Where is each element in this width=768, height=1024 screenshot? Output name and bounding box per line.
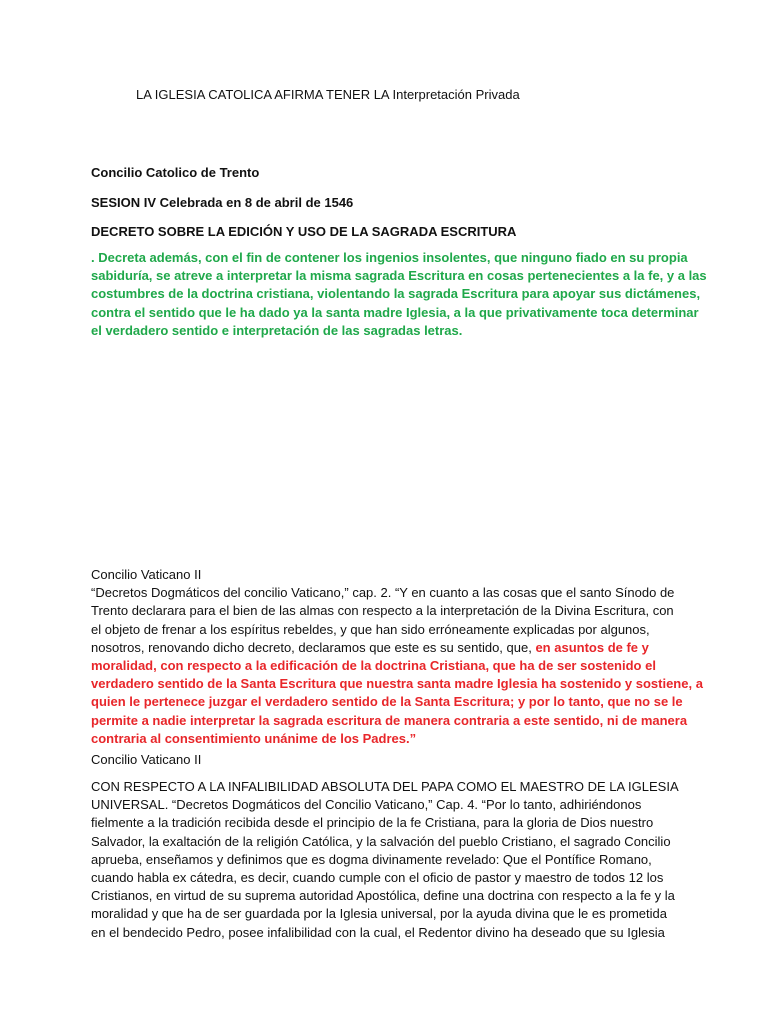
- paragraph-line: costumbres de la doctrina cristiana, violentando la sagrada Escritura para apoyar sus dictámenes,: [91, 286, 701, 302]
- paragraph-line: “Decretos Dogmáticos del concilio Vaticano,” cap. 2. “Y en cuanto a las cosas que el santo Sínodo de: [91, 585, 675, 601]
- paragraph-line: . Decreta además, con el fin de contener los ingenios insolentes, que ninguno fiado en su propia: [91, 250, 688, 265]
- paragraph-line: en el bendecido Pedro, posee infalibilidad con la cual, el Redentor divino ha deseado que su Iglesia: [91, 924, 665, 940]
- paragraph-line: aprueba, enseñamos y definimos que es dogma divinamente revelado: Que el Pontífice Romano,: [91, 851, 652, 867]
- highlighted-line: verdadero sentido de la Santa Escritura que nuestra santa madre Iglesia ha sostenido y sostiene, a: [91, 676, 703, 692]
- trento-council-heading: Concilio Catolico de Trento: [91, 165, 260, 180]
- trento-decree-paragraph: [91, 249, 707, 340]
- paragraph-line: CON RESPECTO A LA INFALIBILIDAD ABSOLUTA DEL PAPA COMO EL MAESTRO DE LA IGLESIA: [91, 779, 679, 794]
- paragraph-line: cuando habla ex cátedra, es decir, cuando cumple con el oficio de pastor y maestro de todos 12 los: [91, 870, 664, 886]
- paragraph-line: Salvador, la exaltación de la religión Católica, y la salvación del pueblo Cristiano, el sagrado Concilio: [91, 833, 671, 849]
- trento-session-heading: SESION IV Celebrada en 8 de abril de 1546: [91, 195, 354, 210]
- highlighted-text: en asuntos de fe y: [535, 639, 649, 655]
- paragraph-line: Cristianos, en virtud de su suprema autoridad Apostólica, define una doctrina con respecto a la fe y la: [91, 888, 675, 904]
- paragraph-line: Trento declarara para el bien de las almas con respecto a la interpretación de la Divina Escritura, con: [91, 603, 674, 619]
- document-title: LA IGLESIA CATOLICA AFIRMA TENER LA Interpretación Privada: [136, 87, 520, 102]
- paragraph-line: contra el sentido que le ha dado ya la santa madre Iglesia, a la que privativamente toca determinar: [91, 304, 699, 320]
- paragraph-line: el verdadero sentido e interpretación de las sagradas letras.: [91, 322, 463, 338]
- vaticano-2-paragraph: [91, 778, 681, 942]
- paragraph-line: el objeto de frenar a los espíritus rebeldes, y que han sido erróneamente explicadas por algunos,: [91, 621, 650, 637]
- highlighted-line: contraria al consentimiento unánime de los Padres.”: [91, 730, 417, 746]
- highlighted-line: permite a nadie interpretar la sagrada escritura de manera contraria a este sentido, ni de manera: [91, 712, 688, 728]
- vaticano-1-council-heading: Concilio Vaticano II: [91, 567, 202, 582]
- vaticano-section-1: [91, 566, 703, 748]
- vaticano-2-council-heading: Concilio Vaticano II: [91, 752, 202, 767]
- paragraph-line: fielmente a la tradición recibida desde el principio de la fe Cristiana, para la gloria de Dios nuestro: [91, 815, 654, 831]
- highlighted-line: moralidad, con respecto a la edificación de la doctrina Cristiana, que ha de ser sostenido el: [91, 658, 656, 674]
- paragraph-line: sabiduría, se atreve a interpretar la misma sagrada Escritura en cosas pertenecientes a la fe, y a las: [91, 268, 707, 284]
- paragraph-line: UNIVERSAL. “Decretos Dogmáticos del Concilio Vaticano,” Cap. 4. “Por lo tanto, adhiriéndonos: [91, 797, 642, 813]
- highlighted-line: quien le pertenece juzgar el verdadero sentido de la Santa Escritura; y por lo tanto, que no se le: [91, 694, 683, 710]
- paragraph-line: moralidad y que ha de ser guardada por la Iglesia universal, por la ayuda divina que le es prometida: [91, 906, 667, 922]
- paragraph-text: nosotros, renovando dicho decreto, declaramos que este es su sentido, que,: [91, 639, 536, 655]
- trento-decree-title: DECRETO SOBRE LA EDICIÓN Y USO DE LA SAGRADA ESCRITURA: [91, 224, 517, 239]
- paragraph-line: [91, 639, 681, 657]
